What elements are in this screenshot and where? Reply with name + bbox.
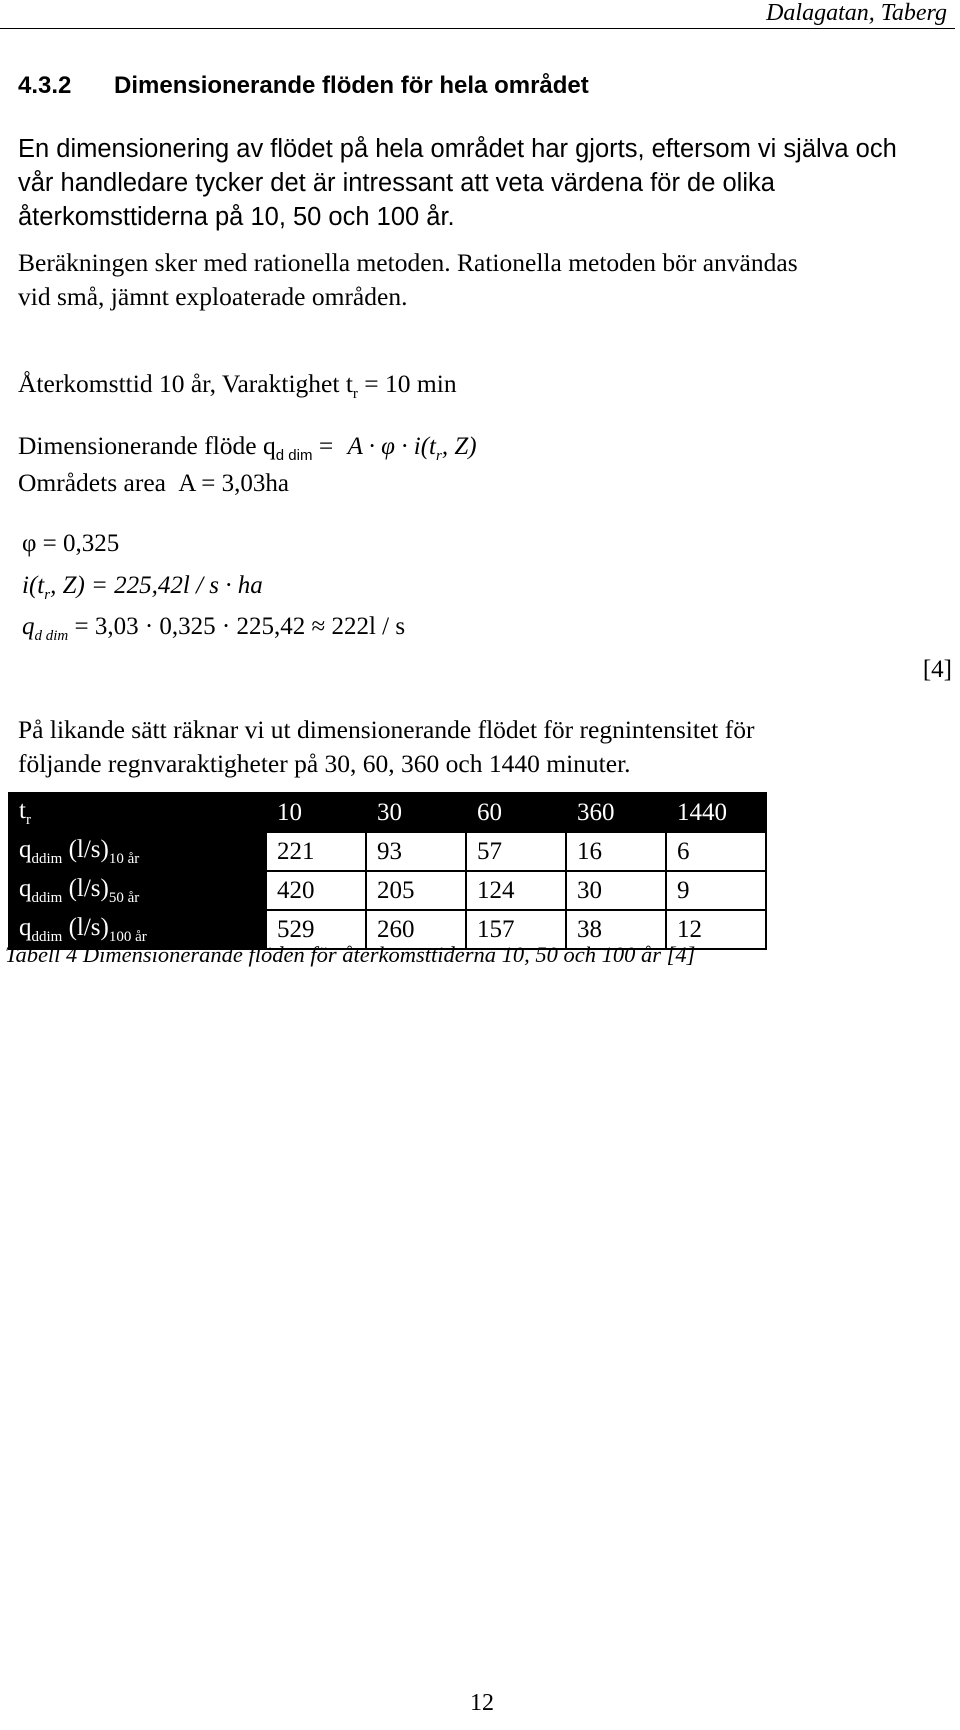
q-equation — [22, 613, 406, 644]
row-label-sub: ddim — [31, 890, 63, 906]
intro-line-1: En dimensionering av flödet på hela området har gjorts, eftersom vi själva och — [18, 135, 897, 163]
return-period-line — [18, 367, 457, 405]
flow-table-body — [9, 793, 766, 949]
table-cell: 12 — [666, 910, 766, 949]
row-label-main: q — [19, 914, 32, 941]
intensity-a: i(t — [22, 572, 45, 599]
table-cell: 124 — [466, 871, 566, 910]
return-period-text: Återkomsttid 10 år, Varaktighet t — [18, 369, 353, 398]
likewise-line-2: följande regnvaraktigheter på 30, 60, 360 och 1440 minuter. — [18, 749, 631, 778]
q-symbol: q — [22, 613, 35, 640]
method-paragraph — [18, 246, 798, 314]
flow-label-sub: d dim — [275, 447, 313, 464]
return-period-value: = 10 min — [357, 369, 457, 398]
flow-label: Dimensionerande flöde q — [18, 431, 276, 460]
flow-table — [8, 792, 767, 950]
intensity-b: , Z) = 225,42l / s · ha — [50, 572, 263, 599]
table-cell: 221 — [266, 832, 366, 871]
row-label — [9, 832, 266, 871]
page-number: 12 — [470, 1690, 494, 1716]
table-cell: 16 — [566, 832, 666, 871]
table-cell: 30 — [366, 793, 466, 832]
table-cell: 360 — [566, 793, 666, 832]
row-label-main: q — [19, 836, 32, 863]
table-row — [9, 832, 766, 871]
method-line-2: vid små, jämnt exploaterade områden. — [18, 282, 408, 311]
row-label-period: 100 år — [108, 929, 147, 945]
table-cell: 260 — [366, 910, 466, 949]
table-cell: 420 — [266, 871, 366, 910]
table-cell: 157 — [466, 910, 566, 949]
table-row — [9, 793, 766, 832]
intensity-equation — [22, 572, 263, 603]
table-row — [9, 871, 766, 910]
flow-formula-sub: r — [435, 448, 442, 464]
likewise-line-1: På likande sätt räknar vi ut dimensionerande flödet för regnintensitet för — [18, 715, 755, 744]
table-cell: 205 — [366, 871, 466, 910]
row-label-main: t — [19, 797, 26, 824]
row-label-unit: (l/s) — [62, 875, 109, 902]
row-label-period: 50 år — [108, 890, 140, 906]
table-cell: 38 — [566, 910, 666, 949]
likewise-paragraph — [18, 713, 754, 781]
row-label-sub: r — [25, 812, 31, 828]
row-label — [9, 871, 266, 910]
table-cell: 10 — [266, 793, 366, 832]
intensity-sub: r — [44, 587, 51, 603]
table-cell: 1440 — [666, 793, 766, 832]
page-header — [0, 0, 955, 29]
table-cell: 57 — [466, 832, 566, 871]
row-label-unit: (l/s) — [62, 836, 109, 863]
section-number: 4.3.2 — [18, 72, 72, 99]
table-cell: 529 — [266, 910, 366, 949]
row-label-period: 10 år — [108, 851, 140, 867]
area-formula: A = 3,03ha — [178, 470, 289, 497]
table-caption: Tabell 4 Dimensionerande flöden för återkomsttiderna 10, 50 och 100 år [4] — [5, 942, 696, 967]
intro-line-2: vår handledare tycker det är intressant att veta värdena för de olika — [18, 169, 775, 197]
table-cell: 9 — [666, 871, 766, 910]
table-cell: 93 — [366, 832, 466, 871]
section-heading — [18, 72, 589, 100]
row-label-unit: (l/s) — [62, 914, 109, 941]
flow-formula-end: , Z) — [441, 433, 477, 460]
table-cell: 30 — [566, 871, 666, 910]
flow-line — [18, 429, 477, 467]
table-cell: 6 — [666, 832, 766, 871]
return-period-sub: r — [352, 386, 358, 402]
reference-marker: [4] — [922, 656, 952, 683]
intro-line-3: återkomsttiderna på 10, 50 och 100 år. — [18, 203, 455, 231]
area-line — [18, 466, 289, 501]
row-label-sub: ddim — [31, 929, 63, 945]
header-text: Dalagatan, Taberg — [766, 0, 947, 26]
row-label-sub: ddim — [31, 851, 63, 867]
intro-paragraph — [18, 132, 897, 234]
table-cell: 60 — [466, 793, 566, 832]
flow-formula — [347, 433, 477, 464]
row-label-main: q — [19, 875, 32, 902]
section-title: Dimensionerande flöden för hela området — [114, 72, 589, 99]
method-line-1: Beräkningen sker med rationella metoden. Rationella metoden bör användas — [18, 248, 798, 277]
phi-equation: φ = 0,325 — [22, 530, 120, 557]
flow-formula-main: A · φ · i(t — [347, 433, 436, 460]
flow-equals: = — [312, 431, 340, 460]
row-label — [9, 793, 266, 832]
q-value: = 3,03 · 0,325 · 225,42 ≈ 222l / s — [68, 613, 406, 640]
area-label: Områdets area — [18, 468, 173, 497]
q-sub: d dim — [34, 628, 69, 644]
